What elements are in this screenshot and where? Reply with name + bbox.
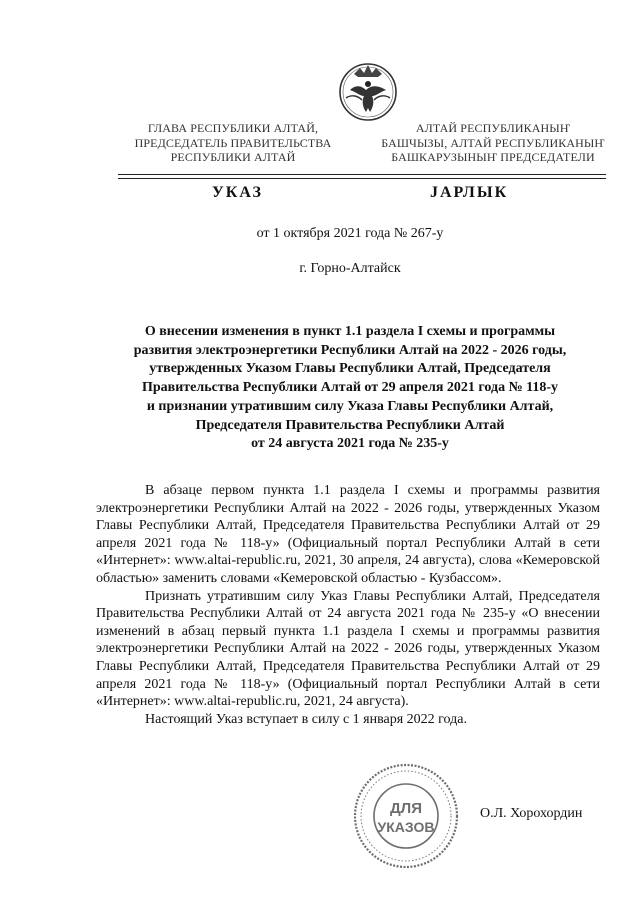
title-line: и признании утратившим силу Указа Главы Республики Алтай,	[146, 398, 554, 414]
body-paragraph: В абзаце первом пункта 1.1 раздела I схемы и программы развития электроэнергетики Республики Алтай на 2022 - 2026 годы, утвержденных Указом Главы Республики Алтай, Председателя Правительства Республики Алтай от 29 апреля 2021 года № 118-у» (Официальный портал Республики Алтай в сети «Интернет»: www.altai-republic.ru, 2021, 30 апреля, 24 августа), слова «Кемеровской областью» заменить словами «Кемеровской областью - Кузбассом».	[96, 483, 600, 586]
issuer-line: РЕСПУБЛИКИ АЛТАЙ	[170, 150, 296, 164]
body-paragraph: Признать утратившим силу Указ Главы Республики Алтай, Председателя Правительства Республики Алтай от 24 августа 2021 года № 235-у «О внесении изменений в абзац первый пункта 1.1 раздела I схемы и программы развития электроэнергетики Республики Алтай на 2022 - 2026 годы, утвержденных Указом Главы Республики Алтай, Председателя Правительства Республики Алтай от 29 апреля 2021 года № 118-у» (Официальный портал Республики Алтай в сети «Интернет»: www.altai-republic.ru, 2021, 24 августа).	[96, 588, 600, 710]
issuer-line: БАШКАРУЗЫНЫҤ ПРЕДСЕДАТЕЛИ	[391, 150, 595, 164]
decree-date-number: от 1 октября 2021 года № 267-у	[256, 226, 444, 241]
altai-coat-of-arms-icon	[336, 60, 400, 124]
title-line: Правительства Республики Алтай от 29 апреля 2021 года № 118-у	[141, 380, 559, 396]
issuer-line: АЛТАЙ РЕСПУБЛИКАНЫҤ	[415, 121, 571, 135]
decree-city: г. Горно-Алтайск	[299, 261, 401, 276]
title-line: от 24 августа 2021 года № 235-у	[251, 436, 449, 452]
stamp-line2: УКАЗОВ	[377, 819, 435, 835]
title-line: О внесении изменения в пункт 1.1 раздела I схемы и программы	[144, 324, 556, 339]
issuer-title-altai	[378, 121, 608, 165]
header-divider	[118, 174, 606, 175]
header-divider	[118, 178, 606, 179]
doc-type-altai: JАРЛЫК	[430, 184, 509, 201]
issuer-line: БАШЧЫЗЫ, АЛТАЙ РЕСПУБЛИКАНЫҤ	[381, 135, 605, 150]
issuer-line: ПРЕДСЕДАТЕЛЬ ПРАВИТЕЛЬСТВА	[134, 135, 332, 150]
title-line: Председателя Правительства Республики Алтай	[195, 417, 505, 433]
title-line: утвержденных Указом Главы Республики Алтай, Председателя	[149, 361, 551, 377]
title-line: развития электроэнергетики Республики Алтай на 2022 - 2026 годы,	[133, 342, 567, 358]
body-paragraph: Настоящий Указ вступает в силу с 1 января 2022 года.	[145, 711, 467, 727]
signatory-name: О.Л. Хорохордин	[480, 806, 583, 821]
stamp-line1: ДЛЯ	[390, 800, 422, 817]
decree-body	[96, 482, 600, 728]
issuer-title-russian	[118, 121, 348, 165]
decree-title	[100, 323, 600, 454]
doc-type-russian: УКАЗ	[212, 184, 263, 201]
for-decrees-stamp	[352, 762, 460, 870]
issuer-line: ГЛАВА РЕСПУБЛИКИ АЛТАЙ,	[147, 121, 319, 135]
